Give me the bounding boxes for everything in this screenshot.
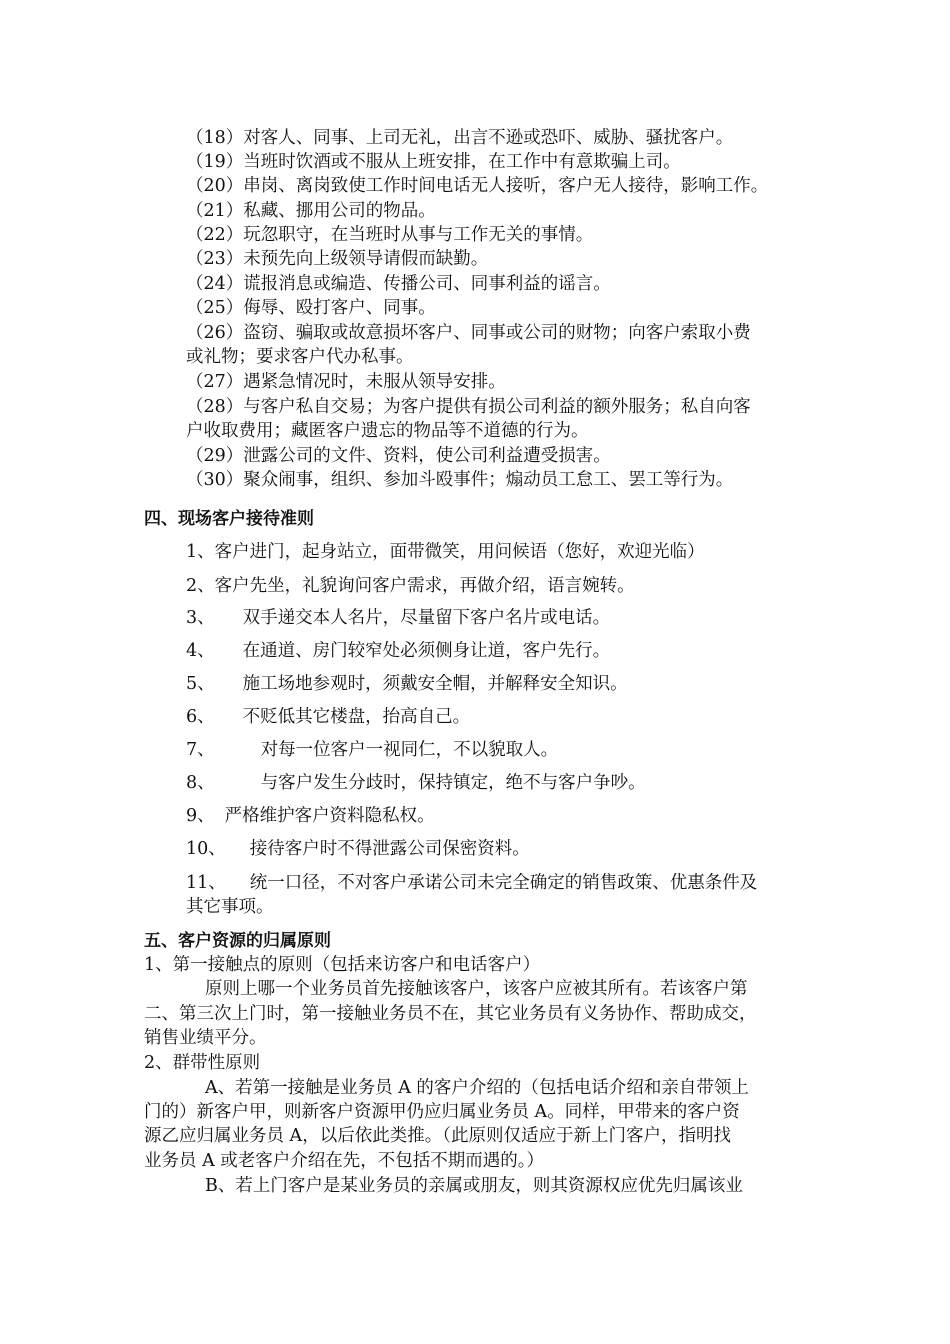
item-text: 双手递交本人名片，尽量留下客户名片或电话。 [242, 608, 611, 628]
rule-line: （27）遇紧急情况时，未服从领导安排。 [186, 372, 506, 392]
item-text: 不贬低其它楼盘，抬高自己。 [242, 707, 471, 727]
list-item [186, 540, 705, 564]
list-item [186, 837, 530, 861]
list-item [186, 871, 757, 895]
item-number: 1、 [186, 542, 215, 562]
paragraph-line: A、若第一接触是业务员 A 的客户介绍的（包括电话介绍和亲自带领上 [205, 1078, 749, 1098]
paragraph-line: 业务员 A 或老客户介绍在先，不包括不期而遇的。） [144, 1151, 545, 1171]
item-number: 9、 [186, 806, 215, 826]
item-number: 4、 [186, 641, 215, 661]
item-number: 10、 [186, 839, 226, 859]
item-number: 6、 [186, 707, 215, 727]
item-number: 2、 [186, 576, 215, 596]
paragraph-line: 二、第三次上门时，第一接触业务员不在，其它业务员有义务协作、帮助成交， [144, 1004, 757, 1024]
list-item [186, 574, 635, 598]
item-text: 在通道、房门较窄处必须侧身让道，客户先行。 [242, 641, 611, 661]
list-item [186, 771, 646, 795]
item-text: 接待客户时不得泄露公司保密资料。 [249, 839, 530, 859]
rule-line: （30）聚众闹事，组织、参加斗殴事件；煽动员工怠工、罢工等行为。 [186, 470, 734, 490]
subsection-title: 2、群带性原则 [144, 1053, 261, 1073]
item-text: 严格维护客户资料隐私权。 [224, 806, 435, 826]
list-item [186, 705, 470, 729]
item-number: 3、 [186, 608, 215, 628]
item-number: 7、 [186, 740, 215, 760]
rule-line: （26）盗窃、骗取或故意损坏客户、同事或公司的财物；向客户索取小费 [186, 323, 751, 343]
section-heading: 五、客户资源的归属原则 [144, 931, 331, 951]
item-number: 11、 [186, 873, 226, 893]
list-item [186, 606, 610, 630]
list-item [186, 804, 435, 828]
paragraph-line: B、若上门客户是某业务员的亲属或朋友，则其资源权应优先归属该业 [205, 1176, 743, 1196]
paragraph-line: 源乙应归属业务员 A，以后依此类推。（此原则仅适应于新上门客户，指明找 [144, 1126, 731, 1146]
list-item [186, 738, 558, 762]
rule-line: （22）玩忽职守，在当班时从事与工作无关的事情。 [186, 225, 594, 245]
rule-line: （29）泄露公司的文件、资料，使公司利益遭受损害。 [186, 446, 611, 466]
rule-line: （20）串岗、离岗致使工作时间电话无人接听，客户无人接待，影响工作。 [186, 176, 769, 196]
item-text: 客户先坐，礼貌询问客户需求，再做介绍，语言婉转。 [214, 576, 635, 596]
rule-line-cont: 户收取费用；藏匿客户遗忘的物品等不道德的行为。 [186, 421, 589, 441]
rule-line: （19）当班时饮酒或不服从上班安排，在工作中有意欺骗上司。 [186, 152, 681, 172]
rule-line: （18）对客人、同事、上司无礼，出言不逊或恐吓、威胁、骚扰客户。 [186, 128, 734, 148]
item-number: 8、 [186, 773, 215, 793]
rule-line: （25）侮辱、殴打客户、同事。 [186, 298, 436, 318]
subsection-title: 1、第一接触点的原则（包括来访客户和电话客户） [144, 955, 541, 975]
section-heading: 四、现场客户接待准则 [144, 509, 314, 529]
rule-line: （24）谎报消息或编造、传播公司、同事利益的谣言。 [186, 274, 611, 294]
rule-line: （28）与客户私自交易；为客户提供有损公司利益的额外服务；私自向客 [186, 397, 751, 417]
paragraph-line: 原则上哪一个业务员首先接触该客户，该客户应被其所有。若该客户第 [205, 979, 748, 999]
item-text: 统一口径，不对客户承诺公司未完全确定的销售政策、优惠条件及 [249, 873, 758, 893]
list-item [186, 639, 610, 663]
list-item-cont: 其它事项。 [186, 897, 274, 917]
item-text: 对每一位客户一视同仁，不以貌取人。 [260, 740, 559, 760]
paragraph-line: 销售业绩平分。 [144, 1028, 267, 1048]
item-number: 5、 [186, 674, 215, 694]
rule-line: （23）未预先向上级领导请假而缺勤。 [186, 249, 489, 269]
paragraph-line: 门的）新客户甲，则新客户资源甲仍应归属业务员 A。同样，甲带来的客户资 [144, 1102, 740, 1122]
item-text: 与客户发生分歧时，保持镇定，绝不与客户争吵。 [260, 773, 646, 793]
item-text: 施工场地参观时，须戴安全帽，并解释安全知识。 [242, 674, 628, 694]
list-item [186, 672, 628, 696]
rule-line: （21）私藏、挪用公司的物品。 [186, 201, 436, 221]
rule-line-cont: 或礼物；要求客户代办私事。 [186, 347, 414, 367]
item-text: 客户进门，起身站立，面带微笑，用问候语（您好，欢迎光临） [214, 542, 705, 562]
